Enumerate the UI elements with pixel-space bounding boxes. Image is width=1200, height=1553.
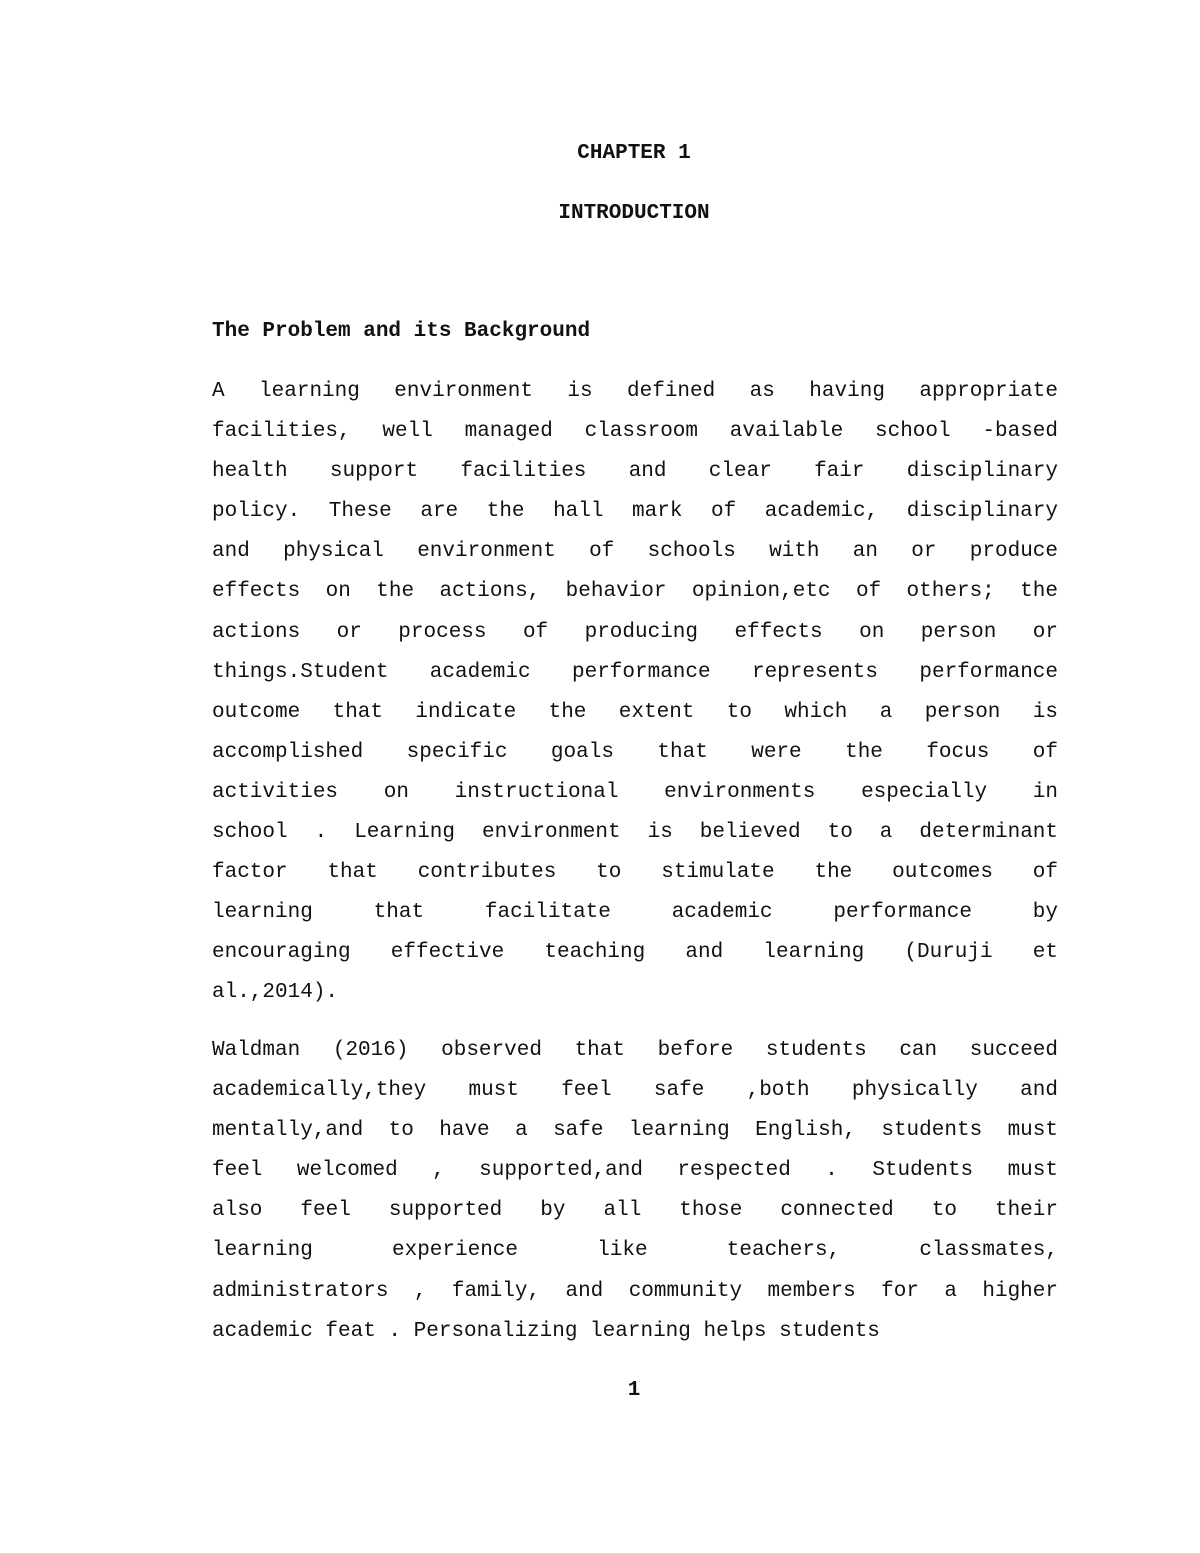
paragraph-line: academic feat . Personalizing learning helps students bbox=[212, 1319, 880, 1343]
paragraph-line: administrators , family, and community members for a higher bbox=[212, 1279, 1058, 1303]
paragraph-line: effects on the actions, behavior opinion,etc of others; the bbox=[212, 580, 1058, 604]
paragraph-line: outcome that indicate the extent to which a person is bbox=[212, 700, 1058, 724]
paragraph-line: mentally,and to have a safe learning English, students must bbox=[212, 1119, 1058, 1143]
paragraph-line: also feel supported by all those connected to their bbox=[212, 1199, 1058, 1223]
paragraph-line: encouraging effective teaching and learning (Duruji et bbox=[212, 941, 1058, 965]
paragraph-line: Waldman (2016) observed that before students can succeed bbox=[212, 1039, 1058, 1062]
paragraph-line: and physical environment of schools with an or produce bbox=[212, 540, 1058, 564]
page-number: 1 bbox=[627, 1379, 641, 1402]
section-heading: The Problem and its Background bbox=[212, 320, 591, 343]
paragraph-line: A learning environment is defined as having appropriate bbox=[212, 380, 1058, 403]
paragraph-line: activities on instructional environments especially in bbox=[212, 780, 1058, 804]
paragraph-line: accomplished specific goals that were the focus of bbox=[212, 740, 1058, 764]
chapter-title: INTRODUCTION bbox=[558, 202, 710, 225]
paragraph-1 bbox=[212, 372, 1058, 1014]
paragraph-line: academically,they must feel safe ,both physically and bbox=[212, 1079, 1058, 1103]
paragraph-line: actions or process of producing effects on person or bbox=[212, 620, 1058, 644]
paragraph-line: learning experience like teachers, classmates, bbox=[212, 1239, 1058, 1263]
chapter-label: CHAPTER 1 bbox=[577, 142, 691, 165]
paragraph-line: factor that contributes to stimulate the outcomes of bbox=[212, 861, 1058, 885]
paragraph-line: feel welcomed , supported,and respected . Students must bbox=[212, 1159, 1058, 1183]
paragraph-line: policy. These are the hall mark of academic, disciplinary bbox=[212, 500, 1058, 524]
paragraph-line: things.Student academic performance represents performance bbox=[212, 660, 1058, 684]
paragraph-line: facilities, well managed classroom available school -based bbox=[212, 420, 1058, 444]
paragraph-line: learning that facilitate academic performance by bbox=[212, 901, 1058, 925]
paragraph-line: health support facilities and clear fair disciplinary bbox=[212, 460, 1058, 484]
paragraph-2 bbox=[212, 1031, 1058, 1352]
paragraph-line: school . Learning environment is believed to a determinant bbox=[212, 821, 1058, 845]
paragraph-line: al.,2014). bbox=[212, 981, 339, 1005]
